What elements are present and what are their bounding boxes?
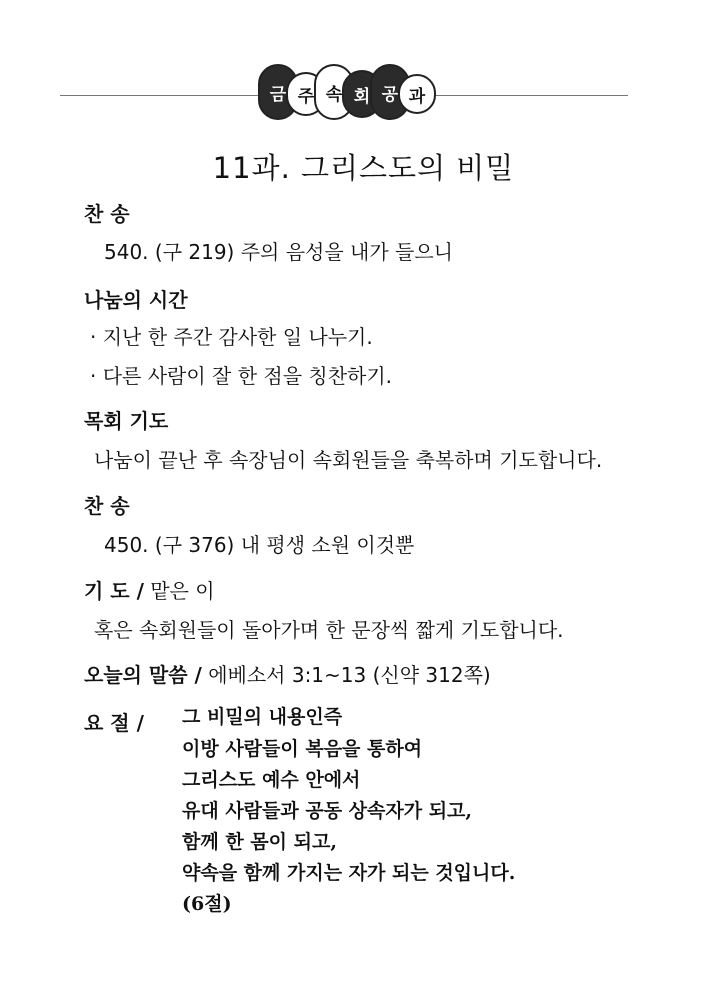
hymn1-heading: 찬 송 [84, 202, 130, 226]
sharing-item: · 지난 한 주간 감사한 일 나누기. [90, 325, 373, 349]
verse-line: 그 비밀의 내용인즉 [182, 706, 343, 728]
banner-char: 속 [314, 64, 354, 120]
word-reference: 에베소서 3:1~13 (신약 312쪽) [201, 663, 491, 687]
verse-line: 그리스도 예수 안에서 [182, 769, 361, 791]
word-heading [84, 659, 491, 688]
sharing-item: · 다른 사람이 잘 한 점을 칭찬하기. [90, 364, 393, 388]
banner-char: 금 [258, 64, 298, 120]
pray-heading-label: 기 도 / [84, 579, 144, 603]
hymn1-text: 540. (구 219) 주의 음성을 내가 들으니 [104, 240, 453, 264]
header-banner [258, 64, 440, 120]
verse-line: 유대 사람들과 공동 상속자가 되고, [182, 800, 473, 822]
pray-heading-sub: 맡은 이 [143, 579, 215, 603]
pray-heading [84, 575, 215, 604]
sharing-heading: 나눔의 시간 [84, 288, 188, 312]
banner-char: 회 [342, 70, 382, 118]
verse-heading: 요 절 / [84, 711, 144, 735]
verse-line: 함께 한 몸이 되고, [182, 831, 337, 853]
header-rule-left [60, 95, 265, 96]
banner-char: 공 [370, 64, 410, 120]
banner-char: 과 [398, 74, 436, 114]
prayer-text: 나눔이 끝난 후 속장님이 속회원들을 축복하며 기도합니다. [94, 448, 603, 472]
verse-line: 이방 사람들이 복음을 통하여 [182, 738, 423, 760]
pray-text: 혹은 속회원들이 돌아가며 한 문장씩 짧게 기도합니다. [94, 618, 564, 642]
prayer-heading: 목회 기도 [84, 409, 169, 433]
verse-citation: (6절) [182, 893, 232, 915]
header-rule-right [432, 95, 628, 96]
page-title: 11과. 그리스도의 비밀 [212, 151, 515, 185]
hymn2-text: 450. (구 376) 내 평생 소원 이것뿐 [104, 533, 415, 557]
hymn2-heading: 찬 송 [84, 494, 130, 518]
verse-line: 약속을 함께 가지는 자가 되는 것입니다. [182, 862, 516, 884]
word-heading-label: 오늘의 말씀 / [84, 663, 202, 687]
banner-char: 주 [286, 72, 326, 116]
